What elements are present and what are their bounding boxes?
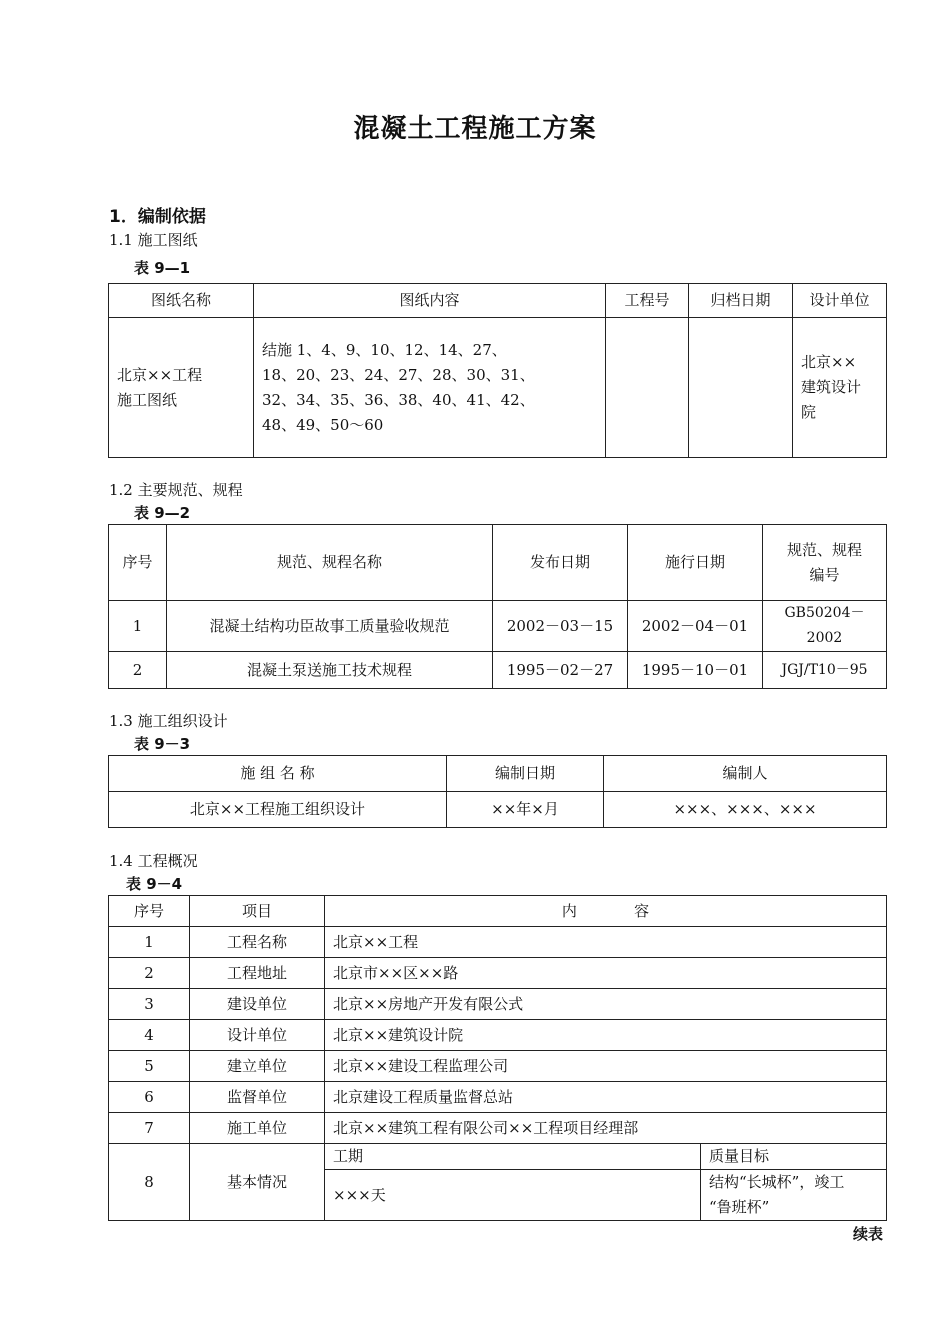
table-row — [109, 792, 887, 828]
item-label: 建立单位 — [190, 1051, 325, 1082]
table-row — [109, 927, 887, 958]
table-row — [109, 958, 887, 989]
item-label: 工程名称 — [190, 927, 325, 958]
header-cell: 归档日期 — [689, 284, 793, 318]
row-number: 6 — [109, 1082, 190, 1113]
drawing-name-cell: 北京××工程 施工图纸 — [109, 318, 254, 458]
project-no-cell — [606, 318, 689, 458]
header-cell: 设计单位 — [793, 284, 887, 318]
subsection-heading-1-2: 1.2 主要规范、规程 — [109, 481, 243, 499]
archive-date-cell — [689, 318, 793, 458]
standards-table — [108, 524, 887, 689]
item-content: 北京建设工程质量监督总站 — [325, 1082, 887, 1113]
header-cell: 规范、规程 编号 — [763, 525, 887, 601]
row-number: 5 — [109, 1051, 190, 1082]
table-row — [109, 1144, 887, 1170]
header-cell: 发布日期 — [493, 525, 628, 601]
header-cell: 图纸名称 — [109, 284, 254, 318]
standard-code: GB50204－ 2002 — [763, 601, 887, 652]
item-content: 北京××房地产开发有限公式 — [325, 989, 887, 1020]
header-cell: 规范、规程名称 — [167, 525, 493, 601]
header-cell: 序号 — [109, 896, 190, 927]
item-label: 工程地址 — [190, 958, 325, 989]
row-number: 3 — [109, 989, 190, 1020]
continued-label: 续表 — [853, 1225, 884, 1243]
table-header-row — [109, 756, 887, 792]
header-cell: 项目 — [190, 896, 325, 927]
drawings-table — [108, 283, 887, 458]
item-content: 北京××建筑设计院 — [325, 1020, 887, 1051]
designer-cell: 北京×× 建筑设计 院 — [793, 318, 887, 458]
document-title: 混凝土工程施工方案 — [353, 114, 597, 144]
header-cell: 序号 — [109, 525, 167, 601]
design-author: ×××、×××、××× — [604, 792, 887, 828]
standard-code: JGJ/T10－95 — [763, 652, 887, 689]
published-date: 2002－03－15 — [493, 601, 628, 652]
item-label: 建设单位 — [190, 989, 325, 1020]
header-cell: 编制人 — [604, 756, 887, 792]
item-label: 监督单位 — [190, 1082, 325, 1113]
item-content: 北京××工程 — [325, 927, 887, 958]
effective-date: 1995－10－01 — [628, 652, 763, 689]
construction-design-table — [108, 755, 887, 828]
row-number: 4 — [109, 1020, 190, 1051]
table-row — [109, 989, 887, 1020]
quality-value: 结构“长城杯”，竣工 “鲁班杯” — [701, 1170, 887, 1221]
table-row — [109, 1020, 887, 1051]
header-cell: 工程号 — [606, 284, 689, 318]
header-cell: 编制日期 — [447, 756, 604, 792]
item-label: 基本情况 — [190, 1144, 325, 1221]
standard-name: 混凝土结构功臣故事工质量验收规范 — [167, 601, 493, 652]
period-label: 工期 — [325, 1144, 701, 1170]
table-row — [109, 1082, 887, 1113]
subsection-heading-1-3: 1.3 施工组织设计 — [109, 712, 228, 730]
standard-name: 混凝土泵送施工技术规程 — [167, 652, 493, 689]
table-header-row — [109, 284, 887, 318]
drawing-content-cell: 结施 1、4、9、10、12、14、27、 18、20、23、24、27、28、30、31、 32、34、35、36、38、40、41、42、 48、49、50～60 — [254, 318, 606, 458]
header-cell: 内 容 — [325, 896, 887, 927]
item-content: 北京××建设工程监理公司 — [325, 1051, 887, 1082]
design-name: 北京××工程施工组织设计 — [109, 792, 447, 828]
header-cell: 图纸内容 — [254, 284, 606, 318]
item-content: 北京市××区××路 — [325, 958, 887, 989]
item-content: 北京××建筑工程有限公司××工程项目经理部 — [325, 1113, 887, 1144]
row-number: 8 — [109, 1144, 190, 1221]
row-number: 1 — [109, 601, 167, 652]
subsection-heading-1-4: 1.4 工程概况 — [109, 852, 198, 870]
table-row — [109, 652, 887, 689]
section-heading-1: 1．编制依据 — [109, 207, 206, 227]
project-overview-table — [108, 895, 887, 1221]
table-caption-9-1: 表 9—1 — [134, 259, 191, 277]
table-caption-9-3: 表 9－3 — [134, 735, 191, 753]
table-caption-9-2: 表 9—2 — [134, 504, 191, 522]
quality-label: 质量目标 — [701, 1144, 887, 1170]
effective-date: 2002－04－01 — [628, 601, 763, 652]
period-value: ×××天 — [325, 1170, 701, 1221]
row-number: 2 — [109, 958, 190, 989]
table-row — [109, 1051, 887, 1082]
table-row — [109, 601, 887, 652]
item-label: 施工单位 — [190, 1113, 325, 1144]
table-header-row — [109, 525, 887, 601]
table-row — [109, 318, 887, 458]
row-number: 1 — [109, 927, 190, 958]
header-cell: 施行日期 — [628, 525, 763, 601]
table-caption-9-4: 表 9－4 — [126, 875, 183, 893]
table-row — [109, 1113, 887, 1144]
table-header-row — [109, 896, 887, 927]
header-cell: 施 组 名 称 — [109, 756, 447, 792]
subsection-heading-1-1: 1.1 施工图纸 — [109, 231, 198, 249]
published-date: 1995－02－27 — [493, 652, 628, 689]
item-label: 设计单位 — [190, 1020, 325, 1051]
row-number: 7 — [109, 1113, 190, 1144]
row-number: 2 — [109, 652, 167, 689]
design-date: ××年×月 — [447, 792, 604, 828]
